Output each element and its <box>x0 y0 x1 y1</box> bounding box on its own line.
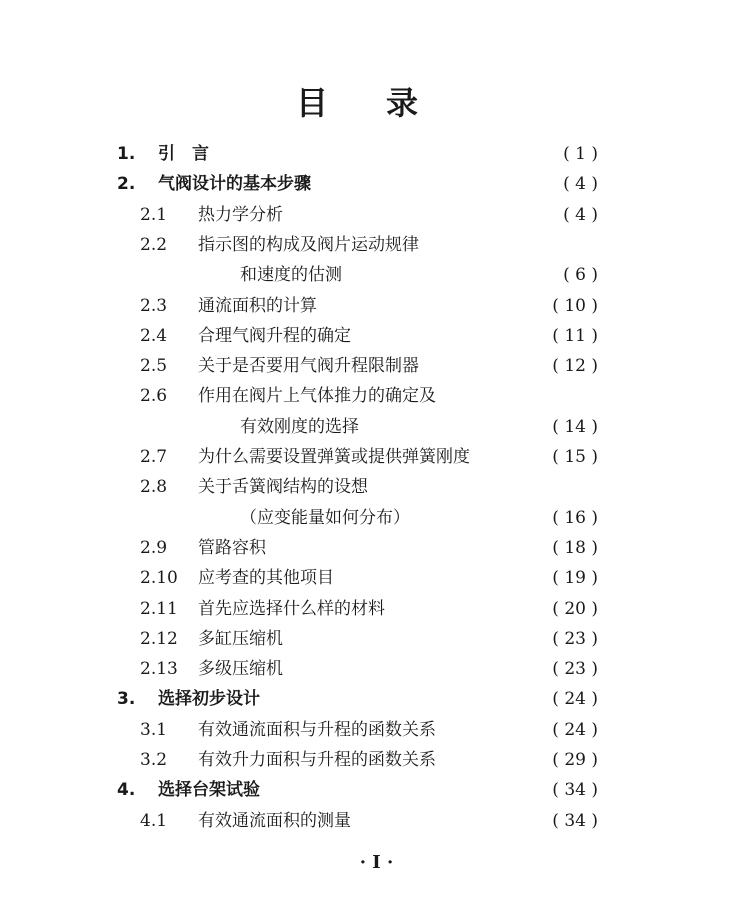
toc-entry-label: 选择初步设计 <box>158 689 260 710</box>
leader-dots <box>285 655 534 683</box>
toc-entry-page: ( 6 ) <box>563 265 598 286</box>
toc-entry-label: 有效通流面积的测量 <box>198 810 351 831</box>
toc-entry <box>0 534 753 562</box>
toc-entry <box>0 231 753 259</box>
leader-dots <box>336 564 534 592</box>
toc-entry-page: ( 10 ) <box>552 295 598 316</box>
leader-dots <box>262 776 534 804</box>
leader-dots <box>438 746 534 774</box>
toc-entry-page: ( 20 ) <box>552 598 598 619</box>
toc-entry-number: 2.4 <box>140 325 168 346</box>
toc-entry-page: ( 18 ) <box>552 537 598 558</box>
toc-entry <box>0 504 753 532</box>
toc-entry-label: 首先应选择什么样的材料 <box>198 598 385 619</box>
leader-dots <box>285 201 534 229</box>
toc-entry-label: 有效升力面积与升程的函数关系 <box>198 750 436 770</box>
toc-entry-label: 和速度的估测 <box>240 265 342 286</box>
toc-entry-label: 通流面积的计算 <box>198 295 317 316</box>
leader-dots <box>285 625 534 653</box>
leader-dots <box>353 807 534 835</box>
toc-entry <box>0 685 753 713</box>
toc-entry-page: ( 15 ) <box>552 447 598 467</box>
leader-dots <box>268 534 534 562</box>
toc-entry <box>0 473 753 501</box>
leader-dots <box>319 292 534 320</box>
toc-entry <box>0 746 753 774</box>
toc-entry-number: 2.3 <box>140 295 168 316</box>
leader-dots <box>344 261 534 289</box>
toc-entry-label: 关于舌簧阀结构的设想 <box>198 477 368 498</box>
page-number-footer: · I · <box>359 852 394 873</box>
toc-entry <box>0 776 753 804</box>
toc-entry-page: ( 34 ) <box>552 810 598 831</box>
toc-entry <box>0 201 753 229</box>
toc-entry-number: 4.1 <box>140 810 168 831</box>
toc-entry <box>0 382 753 410</box>
toc-entry-label: 有效通流面积与升程的函数关系 <box>198 719 436 740</box>
toc-entry-label: 有效刚度的选择 <box>240 416 359 437</box>
leader-dots <box>262 685 534 713</box>
leader-dots <box>438 716 534 744</box>
toc-entry-number: 2.11 <box>140 598 178 619</box>
toc-entry-number: 2.7 <box>140 447 168 467</box>
toc-entry-page: ( 4 ) <box>563 204 598 225</box>
title-char-1: 目 <box>296 84 331 122</box>
toc-entry-label: 热力学分析 <box>198 204 283 225</box>
toc-entry-page: ( 19 ) <box>552 568 598 589</box>
toc-entry-page: ( 24 ) <box>552 719 598 740</box>
leader-dots <box>353 322 534 350</box>
toc-entry-page: ( 29 ) <box>552 750 598 770</box>
toc-entry-label: 管路容积 <box>198 537 266 558</box>
toc-entry-label: 合理气阀升程的确定 <box>198 325 351 346</box>
toc-entry-number: 2.1 <box>140 204 168 225</box>
toc-entry-page: ( 14 ) <box>552 416 598 437</box>
toc-entry-label: 应考查的其他项目 <box>198 568 334 589</box>
toc-entry-number: 2.8 <box>140 477 168 498</box>
toc-entry-page: ( 1 ) <box>563 144 598 164</box>
leader-dots <box>313 170 534 198</box>
toc-entry-page: ( 24 ) <box>552 689 598 710</box>
leader-dots <box>387 595 534 623</box>
toc-entry <box>0 807 753 835</box>
toc-entry-label: 作用在阀片上气体推力的确定及 <box>198 386 436 407</box>
toc-entry-label: （应变能量如何分布） <box>240 507 410 528</box>
toc-entry-number: 2.10 <box>140 568 178 589</box>
toc-entry-number: 1. <box>117 144 136 164</box>
toc-entry <box>0 655 753 683</box>
toc-entry <box>0 625 753 653</box>
toc-entry-number: 2. <box>117 174 136 195</box>
toc-entry <box>0 170 753 198</box>
toc-entry <box>0 564 753 592</box>
toc-entry-number: 3. <box>117 689 136 710</box>
toc-entry-page: ( 23 ) <box>552 659 598 680</box>
toc-entry-number: 2.13 <box>140 659 178 680</box>
leader-dots <box>211 140 534 168</box>
toc-entry-number: 2.2 <box>140 234 168 255</box>
toc-entry-label: 关于是否要用气阀升程限制器 <box>198 356 419 377</box>
toc-entry-label: 为什么需要设置弹簧或提供弹簧刚度 <box>198 447 470 467</box>
leader-dots <box>361 413 534 441</box>
toc-entry-label: 多缸压缩机 <box>198 628 283 649</box>
toc-entry <box>0 292 753 320</box>
toc-entry <box>0 716 753 744</box>
toc-entry-number: 2.12 <box>140 628 178 649</box>
toc-entry-label: 选择台架试验 <box>158 780 260 801</box>
toc-entry-number: 2.9 <box>140 537 168 558</box>
toc-entry <box>0 140 753 168</box>
toc-entry <box>0 261 753 289</box>
toc-entry-label: 引 言 <box>158 144 209 164</box>
toc-entry-label: 多级压缩机 <box>198 659 283 680</box>
toc-entry-page: ( 34 ) <box>552 780 598 801</box>
toc-entry <box>0 595 753 623</box>
toc-entry-number: 4. <box>117 780 136 801</box>
toc-entry <box>0 322 753 350</box>
toc-entry <box>0 443 753 471</box>
toc-entry-page: ( 23 ) <box>552 628 598 649</box>
toc-entry-page: ( 12 ) <box>552 356 598 377</box>
toc-entry-page: ( 11 ) <box>552 325 598 346</box>
toc-entry-number: 3.2 <box>140 750 168 770</box>
toc-entry-label: 气阀设计的基本步骤 <box>158 174 311 195</box>
leader-dots <box>472 443 534 471</box>
toc-entry-number: 2.5 <box>140 356 168 377</box>
toc-entry-page: ( 16 ) <box>552 507 598 528</box>
toc-entry <box>0 413 753 441</box>
toc-entry-number: 3.1 <box>140 719 168 740</box>
toc-entry-label: 指示图的构成及阀片运动规律 <box>198 234 419 255</box>
toc-entry-number: 2.6 <box>140 386 168 407</box>
toc-entry-page: ( 4 ) <box>563 174 598 195</box>
toc-entry <box>0 352 753 380</box>
leader-dots <box>412 504 534 532</box>
title-char-2: 录 <box>386 84 421 122</box>
leader-dots <box>421 352 534 380</box>
